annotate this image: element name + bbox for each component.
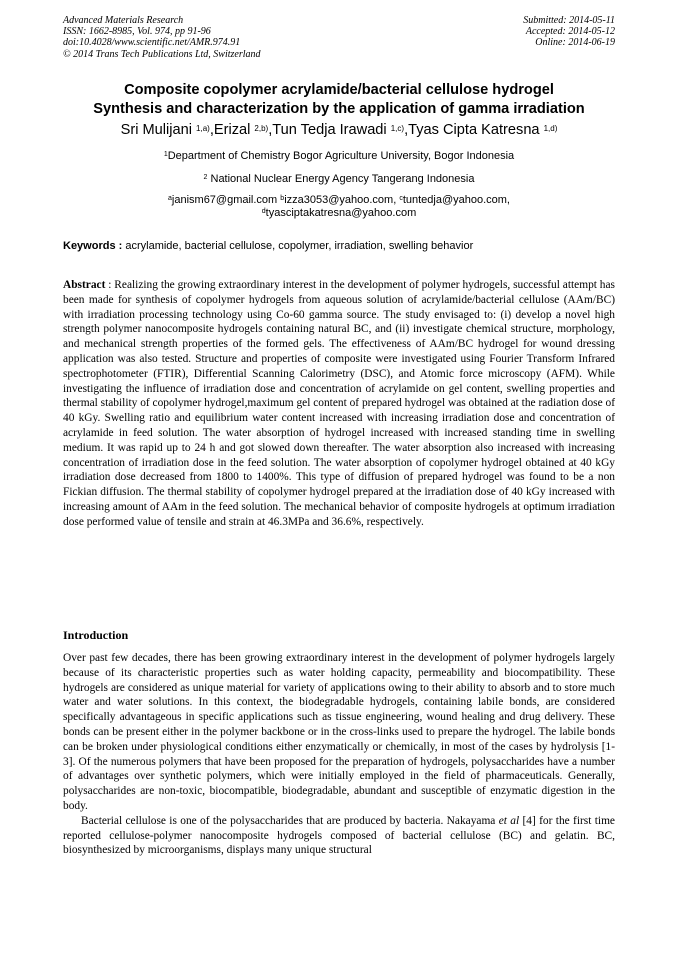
journal-header-left	[63, 15, 261, 60]
journal-doi: doi:10.4028/www.scientific.net/AMR.974.91	[63, 37, 241, 49]
online-date: Online: 2014-06-19	[535, 37, 615, 49]
intro-paragraph-2	[63, 814, 615, 858]
title-line-2: Synthesis and characterization by the application of gamma irradiation	[93, 100, 585, 117]
email-address: tuntedja@yahoo.com,	[402, 194, 510, 206]
email-mark: c	[399, 195, 403, 202]
keywords-label: Keywords :	[63, 240, 123, 252]
email-address: tyasciptakatresna@yahoo.com	[265, 207, 417, 219]
author-name: Tun Tedja Irawadi	[272, 122, 391, 138]
author-name: Tyas Cipta Katresna	[408, 122, 544, 138]
author-separator: ,	[404, 122, 409, 138]
abstract-label: Abstract	[63, 279, 106, 291]
email-mark: a	[168, 195, 172, 202]
email-line-1	[20, 194, 658, 207]
author-separator: ,	[268, 122, 273, 138]
author-name: Sri Mulijani	[120, 122, 197, 138]
author-affiliation-mark: 1,c)	[390, 124, 405, 133]
author-name: Erizal	[213, 122, 255, 138]
email-address: izza3053@yahoo.com,	[284, 194, 400, 206]
affiliation-mark: 2	[203, 174, 208, 181]
intro-paragraph-2-italic: et al	[498, 814, 520, 827]
author-list	[20, 121, 658, 139]
intro-paragraph-2-text: [4] for the first time reported cellulose-polymer nanocomposite hydrogels composed of bacterial cellulose (BC) and gelatin. BC, biosynthesized by microorganisms, displays many unique structural	[63, 814, 615, 857]
email-address: janism67@gmail.com	[171, 194, 278, 206]
email-line-2	[20, 207, 658, 220]
author-affiliation-mark: 2,b)	[254, 124, 269, 133]
email-mark: d	[261, 208, 266, 215]
intro-paragraph-1: Over past few decades, there has been growing extraordinary interest in the development of polymer hydrogels largely because of its characteristic properties such as water holding capacity, permeability and biocompatibility. These hydrogels are considered as unique material for variety of applications owing to their ability to absorb and to store much water and water solutions. In this context, the biodegradable hydrogels, containing labile bonds, are considered specifically advantageous in specific applications such as tissue engineering, wound healing and drug delivery. These bonds can be present either in the polymer backbone or in the cross-links used to prepare the hydrogel. The labile bonds can be broken under physiological conditions either enzymatically or chemically, in most of the cases by hydrolysis [1-3]. Of the numerous polymers that have been proposed for the preparation of hydrogels, polysaccharides have a number of advantages over synthetic polymers, which were initially employed in the field of pharmaceuticals. Generally, polysaccharides are non-toxic, biocompatible, biodegradable, abundant and susceptible of enzymatic digestion in the body.	[63, 652, 615, 812]
title-line-1: Composite copolymer acrylamide/bacterial cellulose hydrogel	[124, 82, 554, 98]
affiliation-text: National Nuclear Energy Agency Tangerang Indonesia	[207, 173, 475, 185]
journal-header-right	[523, 15, 615, 49]
keywords-text: acrylamide, bacterial cellulose, copolymer, irradiation, swelling behavior	[122, 240, 474, 252]
keywords	[63, 239, 623, 253]
email-mark: b	[280, 195, 285, 202]
affiliation-1	[20, 150, 658, 163]
abstract	[63, 278, 615, 530]
intro-paragraph-2-text: Bacterial cellulose is one of the polysaccharides that are produced by bacteria. Nakayama	[81, 814, 499, 827]
journal-name: Advanced Materials Research	[63, 15, 184, 26]
submitted-date: Submitted: 2014-05-11	[523, 15, 615, 26]
paper-title	[40, 81, 638, 118]
introduction-body	[63, 651, 615, 858]
affiliation-mark: 1	[163, 151, 168, 158]
affiliation-text: Department of Chemistry Bogor Agriculture University, Bogor Indonesia	[167, 150, 515, 162]
abstract-text: : Realizing the growing extraordinary interest in the development of polymer hydrogels, successful attempt has been made for synthesis of copolymer hydrogels from aqueous solution of acrylamide/bacterial cellulose (AAm/BC) with irradiation processing technology using Co-60 gamma source. The study envisaged to: (i) develop a novel high strength polymer nanocomposite hydrogels containing natural BC, and (ii) investigate chemical structure, morphology, and mechanical strength properties of the formed gels. The effectiveness of AAm/BC hydrogel for wound dressing application was also tested. Structure and properties of composite were investigated using Fourier Transform Infrared spectrophotometer (FTIR), Differential Scanning Calorimetry (DSC), and Atomic force microscopy (AFM). While investigating the influence of irradiation dose and concentration of acrylamide on gel content, swelling properties and thermal stability of copolymer hydrogel,maximum gel content of prepared hydrogel was obtained at the radiation dose of 40 kGy. Swelling ratio and equilibrium water content increased with increasing irradiation dose and concentration of acrylamide in feed solution. The water absorption of hydrogel increased with increased standing time in swelling medium. It was rapid up to 24 h and got slowed down thereafter. The water absorption also increased with increasing concentration of irradiation dose in the feed solution. The water absorption of copolymer hydrogel obtained at 40 kGy irradiation dose decreased from 1800 to 1400%. This type of diffusion of prepared hydrogel was found to be a non Fickian diffusion. The thermal stability of copolymer hydrogel prepared at the irradiation dose of 40 kGy increased with increasing amount of AAm in the feed solution. The mechanical behavior of composite hydrogels at optimum irradiation dose performed value of tensile and strain at 46.3MPa and 36.6%, respectively.	[63, 279, 615, 528]
author-affiliation-mark: 1,d)	[543, 124, 558, 133]
author-emails	[20, 194, 658, 220]
affiliation-2	[20, 173, 658, 186]
author-affiliation-mark: 1,a)	[196, 124, 210, 133]
journal-issn: ISSN: 1662-8985, Vol. 974, pp 91-96	[63, 26, 211, 38]
author-separator: ,	[209, 122, 214, 138]
section-heading-introduction: Introduction	[63, 628, 129, 642]
accepted-date: Accepted: 2014-05-12	[525, 26, 615, 38]
journal-copyright: © 2014 Trans Tech Publications Ltd, Switzerland	[63, 48, 261, 60]
